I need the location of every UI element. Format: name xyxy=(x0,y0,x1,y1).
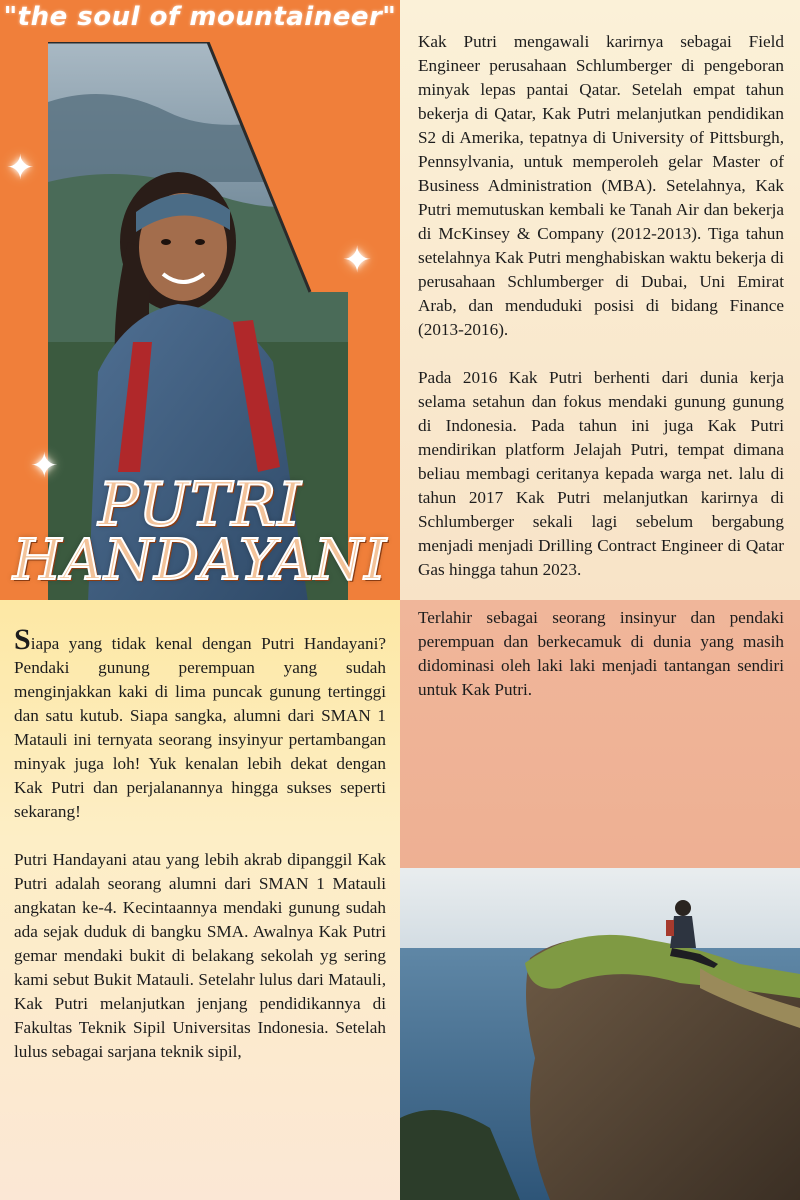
career-article xyxy=(418,30,784,702)
career-paragraph-1: Kak Putri mengawali karirnya sebagai Field Engineer perusahaan Schlumberger di pengeboran minyak lepas pantai Qatar. Setelah empat tahun bekerja di Qatar, Kak Putri melanjutkan pendidikan S2 di Amerika, tepatnya di University of Pittsburgh, Pennsylvania, untuk memperoleh gelar Master of Business Administration (MBA). Setelahnya, Kak Putri memutuskan kembali ke Tanah Air dan bekerja di McKinsey & Company (2012-2013). Tiga tahun setelahnya Kak Putri menghabiskan waktu bekerja di perusahaan Schlumberger di Dubai, Uni Emirat Arab, dan menduduki posisi di bidang Finance (2013-2016). xyxy=(418,32,784,339)
tagline: "the soul of mountaineer" xyxy=(3,2,397,32)
sparkle-icon: ✦ xyxy=(6,148,35,188)
intro-paragraph-2: Putri Handayani atau yang lebih akrab dipanggil Kak Putri adalah seorang alumni dari SMAN 1 Matauli angkatan ke-4. Kecintaannya mendaki gunung sudah ada sejak duduk di bangku SMA. Awalnya Kak Putri gemar mendaki bukit di belakang sekolah yg sering kami sebut Bukit Matauli. Setelahr lulus dari Matauli, Kak Putri melanjutkan jenjang pendidikannya di Fakultas Teknik Sipil Universitas Indonesia. Setelah lulus sebagai sarjana teknik sipil, xyxy=(14,850,386,1061)
cover-banner xyxy=(0,0,400,600)
intro-article xyxy=(14,623,386,1064)
dropcap: S xyxy=(14,623,31,656)
career-paragraph-3: Terlahir sebagai seorang insinyur dan pendaki perempuan dan berkecamuk di dunia yang masih didominasi oleh laki laki menjadi tantangan sendiri untuk Kak Putri. xyxy=(418,608,784,699)
sparkle-icon: ✦ xyxy=(342,240,373,281)
hero-first-name: PUTRI xyxy=(98,470,302,540)
hero-last-name: HANDAYANI xyxy=(12,528,388,593)
intro-paragraph-1-text: iapa yang tidak kenal dengan Putri Handayani? Pendaki gunung perempuan yang sudah menginjakkan kaki di lima puncak gunung tertinggi dan satu kutub. Siapa sangka, alumni dari SMAN 1 Matauli ini ternyata seorang insyinyur pertambangan minyak juga loh! Yuk kenalan lebih dekat dengan Kak Putri dan perjalanannya hingga sukses seperti sekarang! xyxy=(14,634,386,821)
intro-paragraph-1 xyxy=(14,623,386,824)
sparkle-icon: ✦ xyxy=(30,446,59,486)
career-paragraph-2: Pada 2016 Kak Putri berhenti dari dunia kerja selama setahun dan fokus mendaki gunung gunung di Indonesia. Pada tahun ini juga Kak Putri mendirikan platform Jelajah Putri, tempat dimana beliau membagi ceritanya kepada warga net. lalu di tahun 2017 Kak Putri melanjutkan karirnya di Schlumberger sekali lagi sebelum bergabung menjadi menjadi Drilling Contract Engineer di Qatar Gas hingga tahun 2023. xyxy=(418,368,784,579)
cliff-photo xyxy=(400,868,800,1200)
